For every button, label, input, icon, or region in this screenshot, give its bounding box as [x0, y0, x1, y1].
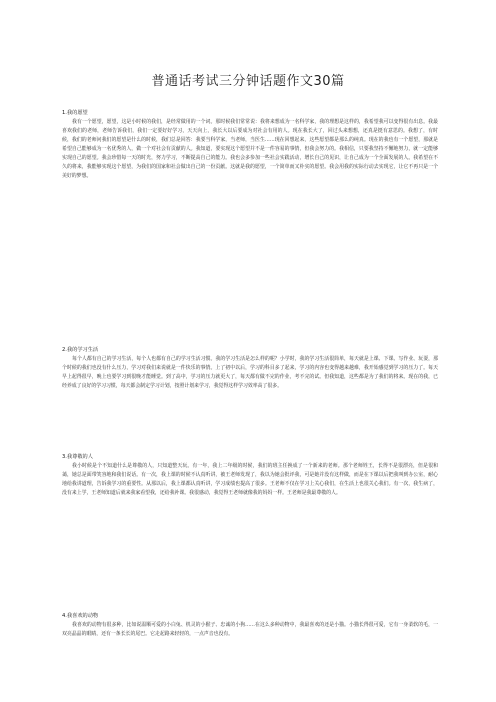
section-favorite-animal — [62, 612, 438, 639]
section-study-life — [62, 346, 438, 391]
section-body: 我小时候是个不知道什么是尊敬的人，只知道整天玩。有一年，我上二年级的时候，我们的班主任换成了一个新来的老师。那个老师姓王，长得不是很漂亮，但是很和蔼，她总是面带笑容地和我们说话。有一次，我上课的时候不认真听讲，被王老师发现了，我以为她会批评我，可是她并没有这样做，而是在下课以后把我叫到办公室，耐心地给我讲道理，告诉我学习的重要性。从那以后，我上课都认真听讲，学习成绩也提高了很多。王老师不仅在学习上关心我们，在生活上也很关心我们。有一次，我生病了，没有来上学，王老师知道后就来我家看望我，还给我补课。我很感动，我觉得王老师就像我的妈妈一样。王老师是我最尊敬的人。 — [62, 463, 438, 496]
section-heading: 3.我尊敬的人 — [62, 454, 93, 460]
document-title: 普通话考试三分钟话题作文30篇 — [151, 74, 345, 89]
section-body: 我喜欢的动物有很多种，比如说温顺可爱的小白兔、机灵的小猴子、忠诚的小狗……在这么多种动物中，我最喜欢的还是小猫。小猫长得很可爱，它有一身柔软的毛，一双亮晶晶的眼睛，还有一条长长的尾巴。它走起路来轻轻的，一点声音也没有。 — [62, 622, 438, 637]
section-heading: 4.我喜欢的动物 — [62, 613, 99, 619]
section-heading: 1.我的愿望 — [62, 110, 88, 116]
section-my-wish — [62, 109, 438, 181]
section-respected-person — [62, 453, 438, 498]
section-heading: 2.我的学习生活 — [62, 347, 99, 353]
section-body: 我有一个愿望，愿望，这是小时候的我们，是经常做用的一个词。那时候我们常常说：我将来想成为一名科学家，我的理想是这样的，我希望我可以变得很有出息。我最喜欢我们的老师，老师告诉我们，我们一定要好好学习，天天向上，我长大以后要成为对社会有用的人。现在我长大了，回过头来想想，还真是挺有意思的。我想了，有时候，我们的老师问我们的愿望是什么的时候，我们总是回答：我要当科学家，当老师，当医生……现在回想起来，这些愿望都是那么的纯真。现在的我也有一个愿望，那就是希望自己能够成为一名优秀的人，做一个对社会有贡献的人。我知道，要实现这个愿望并不是一件容易的事情，但我会努力的。我相信，只要我坚持不懈地努力，就一定能够实现自己的愿望。我会珍惜每一天的时光，努力学习，不断提高自己的能力。我也会多参加一些社会实践活动，增长自己的见识，让自己成为一个全面发展的人。我希望在不久的将来，我能够实现这个愿望，为我们的国家和社会做出自己的一份贡献。这就是我的愿望，一个简单而又朴实的愿望。我会用我的实际行动去实现它，让它不再只是一个美好的梦想。 — [62, 119, 438, 179]
section-body: 每个人都有自己的学习生活，每个人也都有自己的学习生活习惯。我的学习生活是怎么样的呢？小学时，我的学习生活很简单，每天就是上课、下课、写作业、玩耍，那个时候的我们也没有什么压力，学习对我们来说就是一件快乐的事情。上了初中以后，学习的科目多了起来，学习的内容也变得越来越难，我开始感觉到学习的压力了。每天早上起得很早，晚上也要学习到很晚才能睡觉。到了高中，学习的压力就更大了，每天都有做不完的作业，考不完的试。但我知道，这些都是为了我们的将来。现在的我，已经养成了良好的学习习惯，每天都会制定学习计划，按照计划来学习，我觉得这样学习效率高了很多。 — [62, 356, 438, 389]
